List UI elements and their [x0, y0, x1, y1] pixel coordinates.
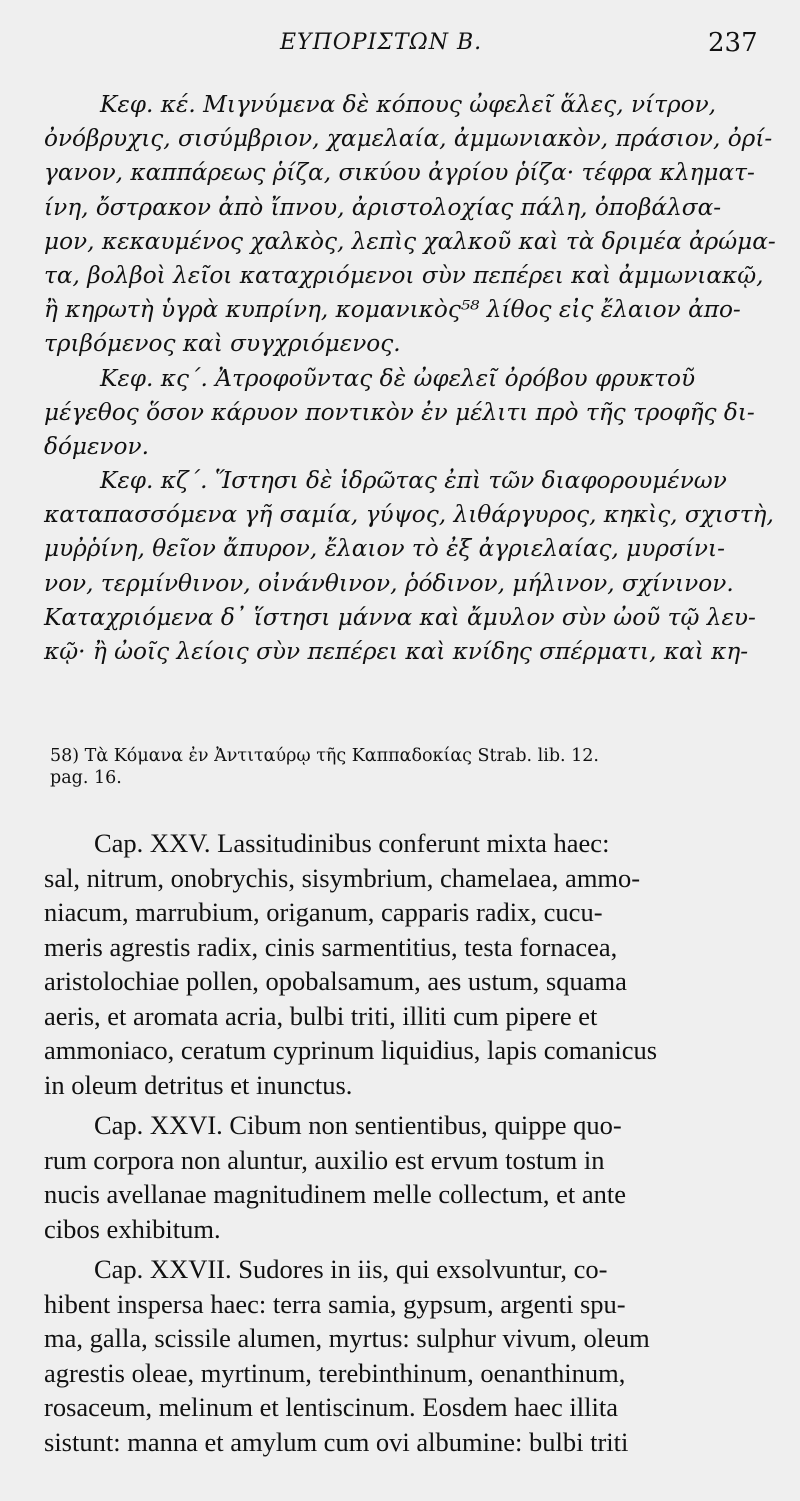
footnote [50, 745, 770, 789]
greek-line: μυῤῥίνη, θεῖον ἄπυρον, ἔλαιον τὸ ἐξ ἀγριελαίας, μυρσίνι- [44, 535, 725, 563]
latin-line: aeris, et aromata acria, bulbi triti, illiti cum pipere et [44, 1000, 598, 1031]
latin-line: Cap. XXV. Lassitudinibus conferunt mixta haec: [94, 828, 610, 858]
greek-line: Κεφ. κζ΄. Ἵστησι δὲ ἱδρῶτας ἐπὶ τῶν διαφορουμένων [100, 467, 727, 495]
greek-line: ίνη, ὄστρακον ἀπὸ ἴπνου, ἀριστολοχίας πάλη, ὀποβάλσα- [44, 193, 722, 221]
latin-text-block [44, 826, 764, 1459]
greek-line: δόμενον. [44, 432, 149, 460]
greek-line: μον, κεκαυμένος χαλκὸς, λεπὶς χαλκοῦ καὶ τὰ δριμέα ἀρώμα- [44, 227, 776, 255]
latin-line: in oleum detritus et inunctus. [44, 1069, 353, 1100]
latin-line: meris agrestis radix, cinis sarmentitius, testa fornacea, [44, 931, 618, 962]
greek-line: Καταχριόμενα δ᾽ ἵστησι μάννα καὶ ἄμυλον σὺν ὠοῦ τῷ λευ- [44, 603, 756, 631]
latin-line: ma, galla, scissile alumen, myrtus: sulphur vivum, oleum [44, 1323, 650, 1353]
footnote-line: pag. 16. [50, 768, 122, 788]
latin-line: agrestis oleae, myrtinum, terebinthinum, oenanthinum, [44, 1357, 626, 1388]
latin-line: ammoniaco, ceratum cyprinum liquidius, lapis comanicus [44, 1035, 658, 1065]
greek-line: ἢ κηρωτὴ ὑγρὰ κυπρίνη, κομανικὸς⁵⁸ λίθος εἰς ἔλαιον ἀπο- [44, 296, 741, 324]
latin-line: rosaceum, melinum et lentiscinum. Eosdem haec illita [44, 1392, 619, 1422]
greek-line: Κεφ. κέ. Μιγνύμενα δὲ κόπους ὠφελεῖ ἅλες, νίτρον, [100, 91, 717, 118]
greek-line: γανον, καππάρεως ῥίζα, σικύου ἀγρίου ῥίζα· τέφρα κληματ- [44, 159, 755, 187]
greek-line: ὀνόβρυχις, σισύμβριον, χαμελαία, ἀμμωνιακὸν, πράσιον, ὀρί- [44, 125, 773, 153]
latin-line: sistunt: manna et amylum cum ovi albumine: bulbi triti [44, 1426, 629, 1457]
footnote-line: 58) Τὰ Κόμανα ἐν Ἀντιταύρῳ τῆς Καππαδοκίας Strab. lib. 12. [50, 746, 599, 766]
greek-line: νον, τερμίνθινον, οἰνάνθινον, ῥόδινον, μήλινον, σχίνινον. [44, 569, 734, 597]
latin-line: Cap. XXVII. Sudores in iis, qui exsolvuntur, co- [94, 1254, 608, 1284]
running-title: ΕΥΠΟΡΙΣΤΩΝ Β. [280, 30, 483, 55]
greek-line: τα, βολβοὶ λεῖοι καταχριόμενοι σὺν πεπέρει καὶ ἀμμωνιακῷ, [44, 261, 764, 289]
latin-line: aristolochiae pollen, opobalsamum, aes ustum, squama [44, 966, 627, 996]
greek-line: τριβόμενος καὶ συγχριόμενος. [44, 330, 401, 358]
greek-line: καταπασσόμενα γῆ σαμία, γύψος, λιθάργυρος, κηκὶς, σχιστὴ, [44, 501, 774, 529]
latin-line: Cap. XXVI. Cibum non sentientibus, quippe quo- [94, 1110, 622, 1140]
latin-line: sal, nitrum, onobrychis, sisymbrium, chamelaea, ammo- [44, 862, 641, 893]
latin-line: cibos exhibitum. [44, 1213, 221, 1244]
greek-line: μέγεθος ὅσον κάρυον ποντικὸν ἐν μέλιτι πρὸ τῆς τροφῆς δι- [44, 398, 755, 426]
greek-line: Κεφ. κς΄. Ἀτροφοῦντας δὲ ὠφελεῖ ὀρόβου φρυκτοῦ [100, 364, 696, 392]
latin-line: niacum, marrubium, origanum, capparis radix, cucu- [44, 897, 603, 927]
latin-line: rum corpora non aluntur, auxilio est ervum tostum in [44, 1144, 605, 1175]
page-number: 237 [708, 28, 758, 58]
greek-line: κῷ· ἢ ὠοῖς λείοις σὺν πεπέρει καὶ κνίδης σπέρματι, καὶ κη- [44, 638, 749, 665]
latin-line: hibent inspersa haec: terra samia, gypsum, argenti spu- [44, 1288, 626, 1319]
latin-line: nucis avellanae magnitudinem melle collectum, et ante [44, 1179, 627, 1209]
greek-text-block [44, 88, 776, 669]
